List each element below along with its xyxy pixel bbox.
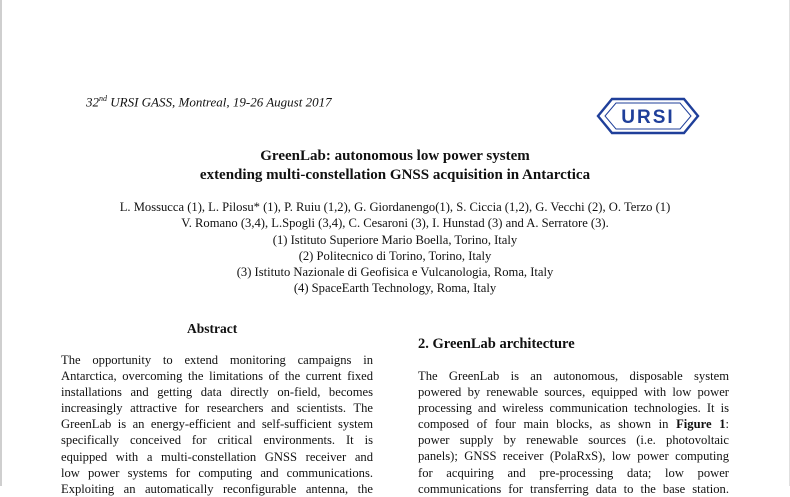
paper-title-line-1: GreenLab: autonomous low power system	[260, 148, 530, 164]
abstract-line: increasingly attractive for researchers and scientists. The	[61, 401, 373, 416]
abstract-line: equipped with a multi-constellation GNSS receiver and	[61, 449, 373, 464]
abstract-line: installations and getting data directly on-field, becomes	[61, 385, 373, 400]
abstract-body	[61, 352, 373, 497]
architecture-line: power supply by renewable sources (i.e. photovoltaic	[418, 433, 729, 448]
architecture-line-text: :	[725, 417, 729, 432]
architecture-line-text: composed of four main blocks, as shown in	[418, 417, 677, 432]
abstract-line: low power systems for computing and communications.	[61, 465, 373, 480]
architecture-line: panels); GNSS receiver (PolaRxS), low power computing	[418, 449, 729, 464]
abstract-line: The opportunity to extend monitoring campaigns in	[61, 353, 373, 367]
paper-title-line-2: extending multi-constellation GNSS acquisition in Antarctica	[199, 167, 591, 183]
architecture-line: communications for transferring data to the base station.	[418, 481, 729, 496]
architecture-heading: 2. GreenLab architecture	[418, 336, 575, 352]
ursi-logo-text: URSI	[621, 107, 675, 128]
figure-reference[interactable]: Figure 1	[676, 417, 726, 432]
architecture-body	[418, 368, 729, 497]
author-block	[0, 199, 790, 297]
ursi-logo	[596, 97, 700, 135]
architecture-line: for acquiring and pre-processing data; low power	[418, 465, 729, 480]
abstract-line: Antarctica, overcoming the limitations of the current fixed	[61, 369, 373, 384]
abstract-heading: Abstract	[187, 321, 238, 336]
author-line-2: V. Romano (3,4), L.Spogli (3,4), C. Cesaroni (3), I. Hunstad (3) and A. Serratore (3).	[181, 216, 609, 231]
architecture-line: The GreenLab is an autonomous, disposable system	[418, 369, 729, 383]
affiliation-3: (3) Istituto Nazionale di Geofisica e Vulcanologia, Roma, Italy	[236, 265, 554, 280]
conference-suffix: nd	[99, 94, 107, 103]
architecture-line: processing and wireless communication technologies. It is	[418, 401, 729, 416]
architecture-line	[418, 416, 729, 432]
architecture-line: powered by renewable sources, equipped with low power	[418, 385, 729, 400]
affiliation-2: (2) Politecnico di Torino, Torino, Italy	[298, 248, 492, 263]
affiliation-1: (1) Istituto Superiore Mario Boella, Torino, Italy	[272, 232, 518, 247]
conference-header	[86, 94, 332, 110]
affiliation-4: (4) SpaceEarth Technology, Roma, Italy	[293, 281, 497, 296]
author-line-1: L. Mossucca (1), L. Pilosu* (1), P. Ruiu (1,2), G. Giordanengo(1), S. Ciccia (1,2), G. Vecchi (2), O. Terzo (1)	[119, 200, 671, 214]
abstract-line: GreenLab is an energy-efficient and self-sufficient system	[61, 417, 373, 432]
abstract-line: Exploiting an automatically reconfigurable antenna, the	[61, 481, 373, 496]
conference-details: URSI GASS, Montreal, 19-26 August 2017	[107, 94, 332, 110]
abstract-line: specifically conceived for critical environments. It is	[61, 433, 373, 448]
conference-number: 32	[86, 94, 99, 110]
